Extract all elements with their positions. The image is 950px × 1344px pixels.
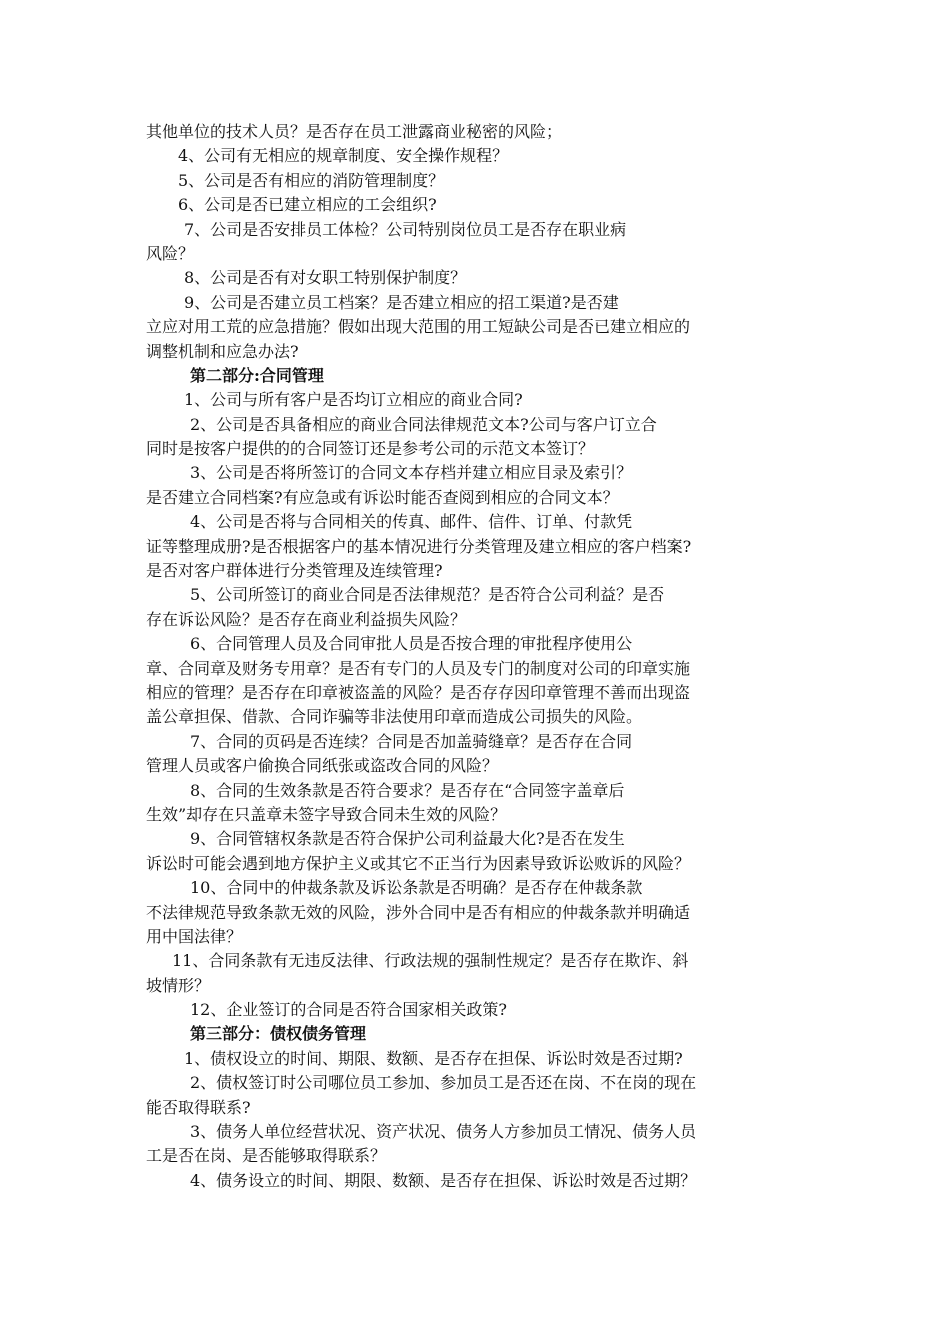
list-item: 12、企业签订的合同是否符合国家相关政策? (190, 1000, 507, 1020)
list-item: 10、合同中的仲裁条款及诉讼条款是否明确？是否存在仲裁条款 (190, 878, 643, 898)
text-line: 其他单位的技术人员？是否存在员工泄露商业秘密的风险； (146, 122, 563, 141)
section-heading: 第三部分：债权债务管理 (190, 1024, 367, 1044)
text-line: 同时是按客户提供的的合同签订还是参考公司的示范文本签订？ (146, 439, 595, 459)
list-item: 3、公司是否将所签订的合同文本存档并建立相应目录及索引？ (190, 463, 633, 483)
text-line: 是否对客户群体进行分类管理及连续管理? (146, 561, 443, 581)
text-line: 不法律规范导致条款无效的风险，涉外合同中是否有相应的仲裁条款并明确适 (146, 902, 691, 922)
text-line: 存在诉讼风险？是否存在商业利益损失风险？ (146, 609, 467, 629)
list-item: 1、公司与所有客户是否均订立相应的商业合同? (184, 390, 523, 410)
text-line: 能否取得联系? (146, 1097, 251, 1117)
text-line: 诉讼时可能会遇到地方保护主义或其它不正当行为因素导致诉讼败诉的风险？ (146, 853, 691, 873)
list-item: 8、合同的生效条款是否符合要求？是否存在“合同签字盖章后 (190, 780, 625, 800)
list-item: 7、公司是否安排员工体检？公司特别岗位员工是否存在职业病 (184, 219, 627, 239)
list-item: 2、债权签订时公司哪位员工参加、参加员工是否还在岗、不在岗的现在 (190, 1073, 697, 1093)
text-line: 用中国法律？ (146, 926, 243, 946)
text-line: 调整机制和应急办法? (146, 341, 299, 361)
list-item: 6、合同管理人员及合同审批人员是否按合理的审批程序使用公 (190, 634, 633, 654)
text-line: 管理人员或客户偷换合同纸张或盗改合同的风险？ (146, 756, 499, 776)
list-item: 8、公司是否有对女职工特别保护制度？ (184, 268, 467, 288)
list-item: 9、合同管辖权条款是否符合保护公司利益最大化?是否在发生 (190, 829, 625, 849)
list-item: 5、公司是否有相应的消防管理制度？ (178, 170, 445, 190)
text-line: 立应对用工荒的应急措施？假如出现大范围的用工短缺公司是否已建立相应的 (146, 317, 691, 337)
text-line: 相应的管理？是否存在印章被盗盖的风险？是否存存因印章管理不善而出现盗 (146, 682, 691, 702)
list-item: 4、公司是否将与合同相关的传真、邮件、信件、订单、付款凭 (190, 512, 633, 532)
list-item: 9、公司是否建立员工档案？是否建立相应的招工渠道?是否建 (184, 292, 619, 312)
text-line: 坡情形？ (146, 975, 211, 995)
list-item: 1、债权设立的时间、期限、数额、是否存在担保、诉讼时效是否过期? (184, 1048, 683, 1068)
list-item: 7、合同的页码是否连续？合同是否加盖骑缝章？是否存在合同 (190, 731, 633, 751)
text-line: 章、合同章及财务专用章？是否有专门的人员及专门的制度对公司的印章实施 (146, 658, 691, 678)
text-line: 工是否在岗、是否能够取得联系？ (146, 1146, 387, 1166)
text-line: 盖公章担保、借款、合同诈骗等非法使用印章而造成公司损失的风险。 (146, 707, 643, 727)
list-item: 11、合同条款有无违反法律、行政法规的强制性规定？是否存在欺诈、斜 (172, 951, 689, 971)
list-item: 6、公司是否已建立相应的工会组织? (178, 195, 437, 215)
list-item: 4、债务设立的时间、期限、数额、是否存在担保、诉讼时效是否过期？ (190, 1170, 697, 1190)
list-item: 5、公司所签订的商业合同是否法律规范？是否符合公司利益？是否 (190, 585, 665, 605)
list-item: 2、公司是否具备相应的商业合同法律规范文本?公司与客户订立合 (190, 414, 657, 434)
text-line: 生效”却存在只盖章未签字导致合同未生效的风险？ (146, 804, 507, 824)
text-line: 风险？ (146, 243, 195, 263)
list-item: 3、债务人单位经营状况、资产状况、债务人方参加员工情况、债务人员 (190, 1122, 697, 1142)
text-line: 是否建立合同档案?有应急或有诉讼时能否查阅到相应的合同文本？ (146, 487, 619, 507)
section-heading: 第二部分:合同管理 (190, 365, 324, 385)
list-item: 4、公司有无相应的规章制度、安全操作规程？ (178, 146, 509, 166)
document-body (146, 120, 811, 1193)
text-line: 证等整理成册?是否根据客户的基本情况进行分类管理及建立相应的客户档案? (146, 536, 692, 556)
